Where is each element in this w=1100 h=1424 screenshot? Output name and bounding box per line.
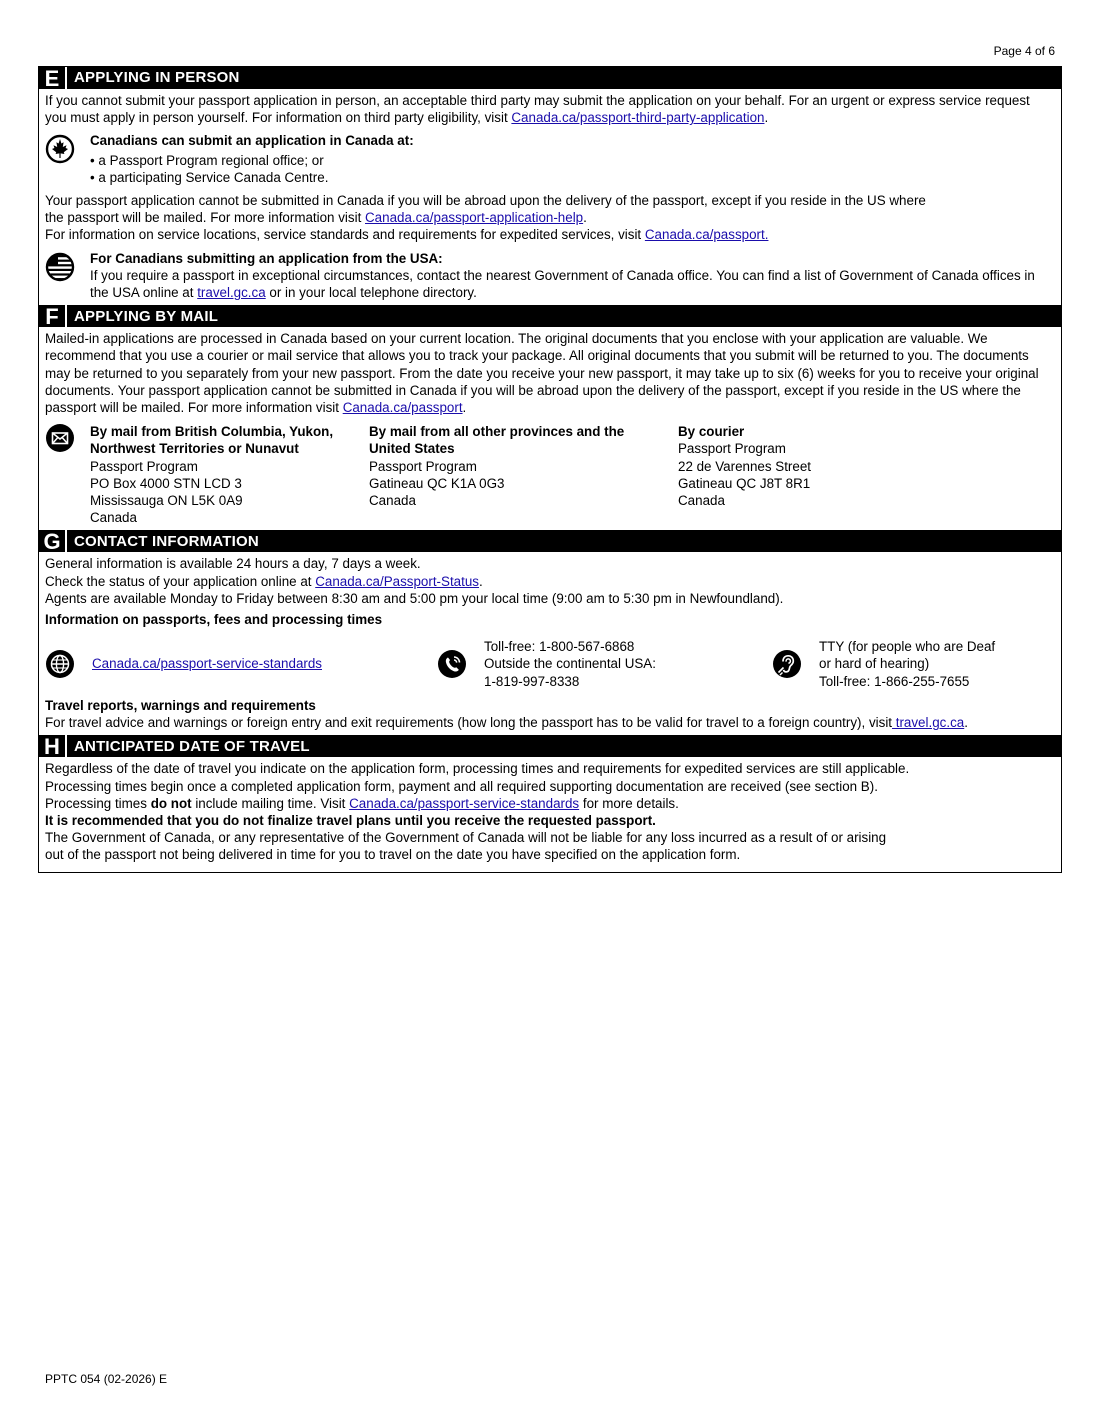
phone-contact <box>437 638 772 690</box>
section-f-body <box>39 327 1061 530</box>
abroad-text-2: the passport will be mailed. For more information visit <box>45 210 366 226</box>
canada-item: • a Passport Program regional office; or <box>90 152 324 168</box>
tty-line: Toll-free: 1-866-255-7655 <box>819 673 970 689</box>
abroad-paragraph <box>45 192 1055 244</box>
form-footer: PPTC 054 (02-2026) E <box>45 1372 168 1386</box>
section-h-header <box>39 734 1061 760</box>
processing-times-line <box>45 795 1055 812</box>
section-e-header <box>39 67 1061 89</box>
section-e-letter: E <box>39 67 67 89</box>
passport-link[interactable]: Canada.ca/passport <box>342 400 463 416</box>
hearing-icon <box>772 649 802 679</box>
address-line: Canada <box>90 510 137 526</box>
processing-end: for more details. <box>579 795 679 811</box>
section-g-title: CONTACT INFORMATION <box>74 532 259 550</box>
general-info: General information is available 24 hours a day, 7 days a week. <box>45 556 421 572</box>
tty-text <box>819 638 995 690</box>
form-frame <box>38 66 1062 873</box>
processing-text-2: include mailing time. Visit <box>191 795 350 811</box>
address-line: Canada <box>369 493 416 509</box>
processing-text: Processing times <box>45 795 151 811</box>
liability-line: out of the passport not being delivered in time for you to travel on the date you have specified on the application form. <box>45 847 741 863</box>
travel-date-line: Processing times begin once a completed application form, payment and all required supporting documentation are received (see section B). <box>45 778 878 794</box>
canada-submission-block <box>45 132 1055 186</box>
usa-heading: For Canadians submitting an application from the USA: <box>90 250 443 266</box>
canada-submission-text <box>90 132 414 186</box>
maple-leaf-icon <box>45 134 75 164</box>
service-standards-link[interactable]: Canada.ca/passport-service-standards <box>349 795 580 811</box>
section-g-letter: G <box>39 530 67 552</box>
service-standards-link[interactable]: Canada.ca/passport-service-standards <box>92 656 322 672</box>
address-other <box>369 423 678 526</box>
tty-line: or hard of hearing) <box>819 656 930 672</box>
section-e-intro-end: . <box>764 110 769 126</box>
globe-icon <box>45 649 75 679</box>
section-f-intro-text: Mailed-in applications are processed in Canada based on your current location. The original documents that you enclose with your application are valuable. We recommend that you use a courier or mail service that allows you to track your package. All original documents that you submit will be returned to you. The documents may be returned to you separately from your new passport. From the date you receive your new passport, it may take up to six (6) weeks for you to receive your original documents. Your passport application cannot be submitted in Canada if you will be abroad upon the delivery of the passport, except if you reside in the US where the passport will be mailed. For more information visit <box>45 331 1039 416</box>
phone-line: Toll-free: 1-800-567-6868 <box>484 639 635 655</box>
address-west-text <box>90 423 360 526</box>
tty-contact <box>772 638 995 690</box>
travel-paragraph <box>45 714 1055 731</box>
section-g-body <box>39 552 1061 735</box>
travel-date-line: Regardless of the date of travel you indicate on the application form, processing times and requirements for expedited services are still applicable. <box>45 761 910 777</box>
section-e-title: APPLYING IN PERSON <box>74 69 240 87</box>
address-line: Passport Program <box>678 441 786 457</box>
travel-end: . <box>964 715 968 731</box>
address-west-heading: By mail from British Columbia, Yukon, Northwest Territories or Nunavut <box>90 424 334 457</box>
page-number: Page 4 of 6 <box>993 44 1055 58</box>
tty-line: TTY (for people who are Deaf <box>819 639 996 655</box>
address-other-heading: By mail from all other provinces and the United States <box>369 424 625 457</box>
info-heading: Information on passports, fees and processing times <box>45 612 383 628</box>
address-courier-heading: By courier <box>678 424 745 440</box>
web-contact <box>45 649 437 679</box>
address-west <box>45 423 369 526</box>
travel-gc-link[interactable]: travel.gc.ca <box>197 285 266 301</box>
contact-methods <box>45 638 1055 690</box>
abroad-text-1: Your passport application cannot be submitted in Canada if you will be abroad upon the delivery of the passport, except if you reside in the US where <box>45 193 926 209</box>
abroad-end: . <box>583 210 587 226</box>
address-line: Gatineau QC J8T 8R1 <box>678 475 811 491</box>
travel-text: For travel advice and warnings or foreign entry and exit requirements (how long the passport has to be valid for travel to a foreign country), visit <box>45 715 893 731</box>
section-f-intro <box>45 330 1055 416</box>
address-line: Passport Program <box>90 458 198 474</box>
service-text: For information on service locations, service standards and requirements for expedited services, visit <box>45 227 645 243</box>
section-f-header <box>39 304 1061 330</box>
address-line: Mississauga ON L5K 0A9 <box>90 493 243 509</box>
canada-heading: Canadians can submit an application in Canada at: <box>90 133 414 149</box>
status-text: Check the status of your application online at <box>45 573 316 589</box>
passport-link[interactable]: Canada.ca/passport. <box>644 227 769 243</box>
address-line: Canada <box>678 493 725 509</box>
section-h-letter: H <box>39 735 67 757</box>
section-f-letter: F <box>39 305 67 327</box>
usa-end: or in your local telephone directory. <box>265 285 477 301</box>
phone-line: 1-819-997-8338 <box>484 673 580 689</box>
third-party-link[interactable]: Canada.ca/passport-third-party-application <box>511 110 765 126</box>
canada-item: • a participating Service Canada Centre. <box>90 169 329 185</box>
phone-text <box>484 638 656 690</box>
address-line: Gatineau QC K1A 0G3 <box>369 475 505 491</box>
passport-status-link[interactable]: Canada.ca/Passport-Status <box>315 573 479 589</box>
section-e-body <box>39 89 1061 305</box>
section-h-body <box>39 757 1061 871</box>
recommendation: It is recommended that you do not finalize travel plans until you receive the requested passport. <box>45 812 656 828</box>
section-g-header <box>39 529 1061 555</box>
section-f-title: APPLYING BY MAIL <box>74 307 219 325</box>
status-check <box>45 573 1055 590</box>
status-end: . <box>478 573 483 589</box>
processing-emphasis: do not <box>150 795 192 811</box>
address-courier <box>678 423 978 526</box>
envelope-icon <box>45 423 75 453</box>
us-flag-icon <box>45 252 75 282</box>
section-f-intro-end: . <box>462 400 467 416</box>
address-line: 22 de Varennes Street <box>678 458 812 474</box>
address-line: PO Box 4000 STN LCD 3 <box>90 475 242 491</box>
travel-heading: Travel reports, warnings and requirements <box>45 697 316 713</box>
usa-paragraph <box>90 267 1055 301</box>
section-h-title: ANTICIPATED DATE OF TRAVEL <box>74 737 310 755</box>
usa-text: If you require a passport in exceptional circumstances, contact the nearest Government of Canada office. You can find a list of Government of Canada offices in the USA online at <box>90 267 1035 301</box>
section-e-intro <box>45 92 1055 126</box>
application-help-link[interactable]: Canada.ca/passport-application-help <box>365 210 584 226</box>
mail-addresses <box>45 423 1055 526</box>
address-line: Passport Program <box>369 458 477 474</box>
liability-line: The Government of Canada, or any representative of the Government of Canada will not be liable for any loss incurred as a result of or arising <box>45 830 887 846</box>
usa-submission-text <box>90 250 1055 302</box>
usa-submission-block <box>45 250 1055 302</box>
travel-gc-link[interactable]: travel.gc.ca <box>892 715 965 731</box>
section-e-intro-text: If you cannot submit your passport application in person, an acceptable third party may submit the application on your behalf. For an urgent or express service request you must apply in person yourself. For information on third party eligibility, visit <box>45 93 1030 126</box>
agent-hours: Agents are available Monday to Friday between 8:30 am and 5:00 pm your local time (9:00 am to 5:30 pm in Newfoundland). <box>45 590 784 606</box>
phone-line: Outside the continental USA: <box>484 656 656 672</box>
phone-icon <box>437 649 467 679</box>
